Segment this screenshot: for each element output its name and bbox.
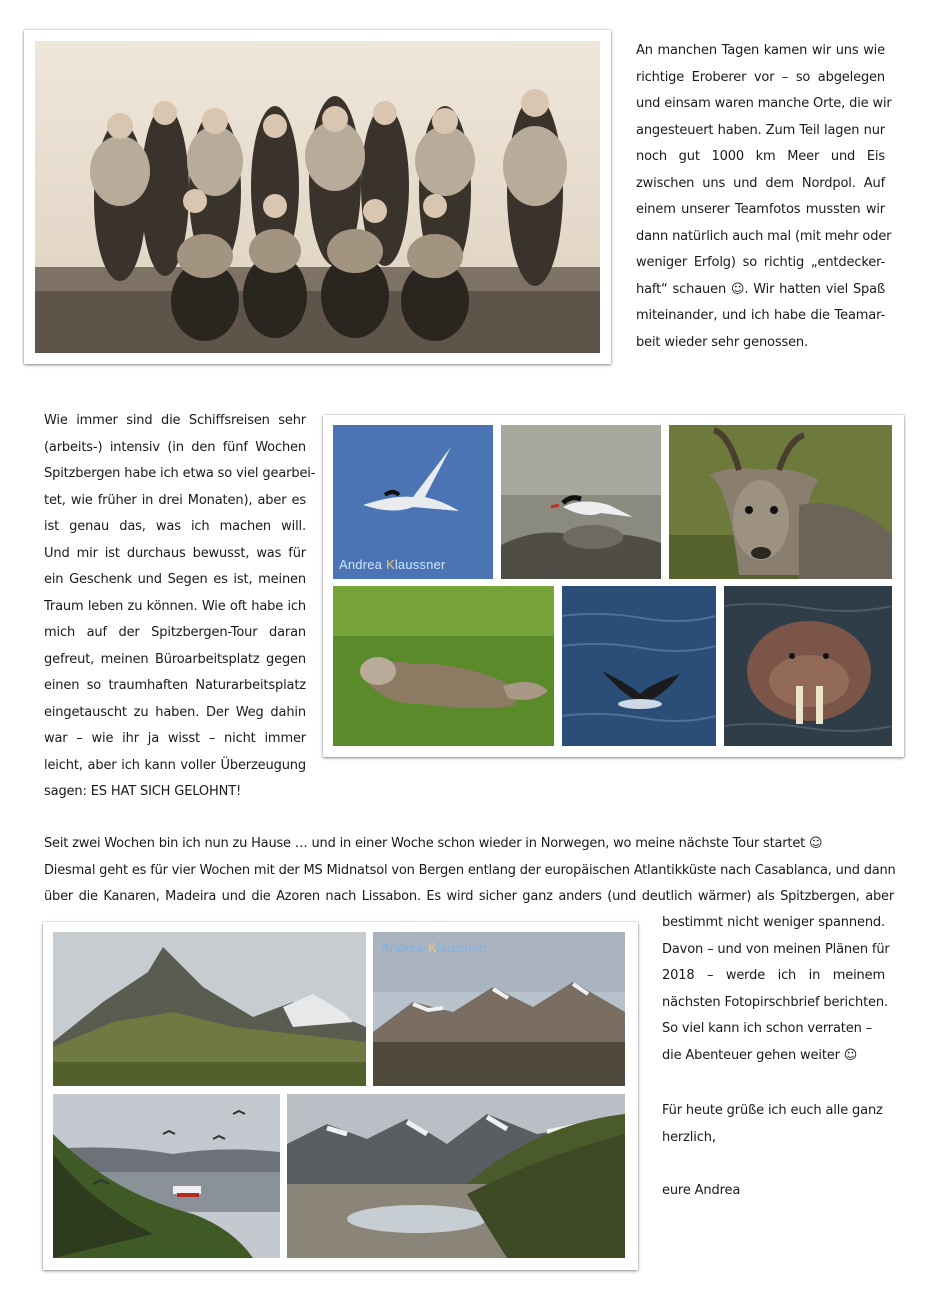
closing-line: die Abenteuer gehen weiter ☺ <box>662 1047 858 1063</box>
intro-line: richtige Eroberer vor – so abgelegen <box>636 69 885 85</box>
watermark-k: K <box>385 557 395 572</box>
ship-bird-cliff-photo <box>53 1094 280 1258</box>
work-line: Und mir ist durchaus bewusst, was für <box>44 545 306 561</box>
greeting-line: Für heute grüße ich euch alle ganz <box>662 1103 883 1118</box>
work-line: einen so traumhaften Naturarbeitsplatz <box>44 678 306 693</box>
watermark <box>381 940 488 955</box>
work-line: eingetauscht zu haben. Der Weg dahin <box>44 704 306 720</box>
intro-line: zwischen uns und dem Nordpol. Auf <box>636 175 885 191</box>
signature <box>662 1178 885 1205</box>
work-line: war – wie ihr ja wisst – nicht immer <box>44 731 306 746</box>
work-line: Spitzbergen habe ich etwa so viel gearbei- <box>44 466 316 481</box>
intro-line: dann natürlich auch mal (mit mehr oder <box>636 228 892 244</box>
arctic-tern-flying-photo <box>333 425 493 579</box>
whale-fluke-photo <box>562 586 716 746</box>
arctic-fox-photo <box>333 586 554 746</box>
home-line: Seit zwei Wochen bin ich nun zu Hause … und in einer Woche schon wieder in Norwegen, wo meine nächste Tour startet ☺ <box>44 836 823 851</box>
watermark <box>339 557 446 572</box>
work-line: ein Geschenk und Segen es ist, meinen <box>44 572 306 587</box>
closing-paragraph <box>662 910 890 1069</box>
work-line: leicht, aber ich kann voller Überzeugung <box>44 757 306 773</box>
intro-line: noch gut 1000 km Meer und Eis <box>636 149 885 164</box>
work-line: (arbeits-) intensiv (in den fünf Wochen <box>44 439 306 455</box>
work-paragraph <box>44 408 316 806</box>
intro-paragraph <box>636 38 892 356</box>
walrus-photo <box>724 586 892 746</box>
intro-line: und einsam waren manche Orte, die wir <box>636 96 892 111</box>
valley-lagoon-photo <box>287 1094 625 1258</box>
work-line: sagen: ES HAT SICH GELOHNT! <box>44 784 242 799</box>
mountain-range-photo <box>373 932 625 1086</box>
intro-line: miteinander, und ich habe die Teamar- <box>636 308 885 323</box>
closing-line: Davon – und von meinen Plänen für <box>662 941 890 957</box>
intro-line: angesteuert haben. Zum Teil lagen nur <box>636 122 885 138</box>
intro-line: weniger Erfolg) so richtig „entdecker- <box>636 255 885 270</box>
watermark-rest: laussner <box>394 557 446 572</box>
watermark-first: Andrea <box>381 940 428 955</box>
intro-line: haft“ schauen ☺. Wir hatten viel Spaß <box>636 281 885 297</box>
closing-line: bestimmt nicht weniger spannend. <box>662 915 885 930</box>
pointed-mountain-photo <box>53 932 366 1086</box>
watermark-rest: laussner <box>436 940 488 955</box>
intro-line: einem unserer Teamfotos mussten wir <box>636 202 885 217</box>
watermark-k: K <box>427 940 437 955</box>
reindeer-portrait-photo <box>669 425 892 579</box>
work-line: mich auf der Spitzbergen-Tour daran <box>44 625 306 640</box>
closing-line: 2018 – werde ich in meinem <box>662 968 885 983</box>
animals-collage-frame <box>323 415 904 757</box>
team-photo <box>35 41 600 353</box>
home-line: über die Kanaren, Madeira und die Azoren nach Lissabon. Es wird sicher ganz anders (und deutlich wärmer) als Spitzbergen, aber <box>44 889 894 904</box>
home-line: Diesmal geht es für vier Wochen mit der MS Midnatsol von Bergen entlang der europäischen Atlantikküste nach Casablanca, und dann <box>44 862 896 878</box>
greeting-line: herzlich, <box>662 1129 716 1145</box>
work-line: Traum leben zu können. Wie oft habe ich <box>44 598 306 614</box>
work-line: gefreut, meinen Büroarbeitsplatz gegen <box>44 651 306 667</box>
work-line: tet, wie früher in drei Monaten), aber es <box>44 492 306 508</box>
arctic-tern-on-rock-photo <box>501 425 661 579</box>
intro-line: An manchen Tagen kamen wir uns wie <box>636 43 885 58</box>
team-photo-frame <box>24 30 611 364</box>
work-line: ist genau das, was ich machen will. <box>44 519 306 534</box>
home-paragraph <box>44 831 894 911</box>
signature-text: eure Andrea <box>662 1183 741 1198</box>
intro-line: beit wieder sehr genossen. <box>636 334 809 350</box>
landscapes-collage-frame <box>43 922 638 1270</box>
work-line: Wie immer sind die Schiffsreisen sehr <box>44 413 306 428</box>
closing-line: nächsten Fotopirschbrief berichten. <box>662 994 888 1010</box>
watermark-first: Andrea <box>339 557 386 572</box>
greeting <box>662 1098 885 1151</box>
closing-line: So viel kann ich schon verraten – <box>662 1021 873 1036</box>
